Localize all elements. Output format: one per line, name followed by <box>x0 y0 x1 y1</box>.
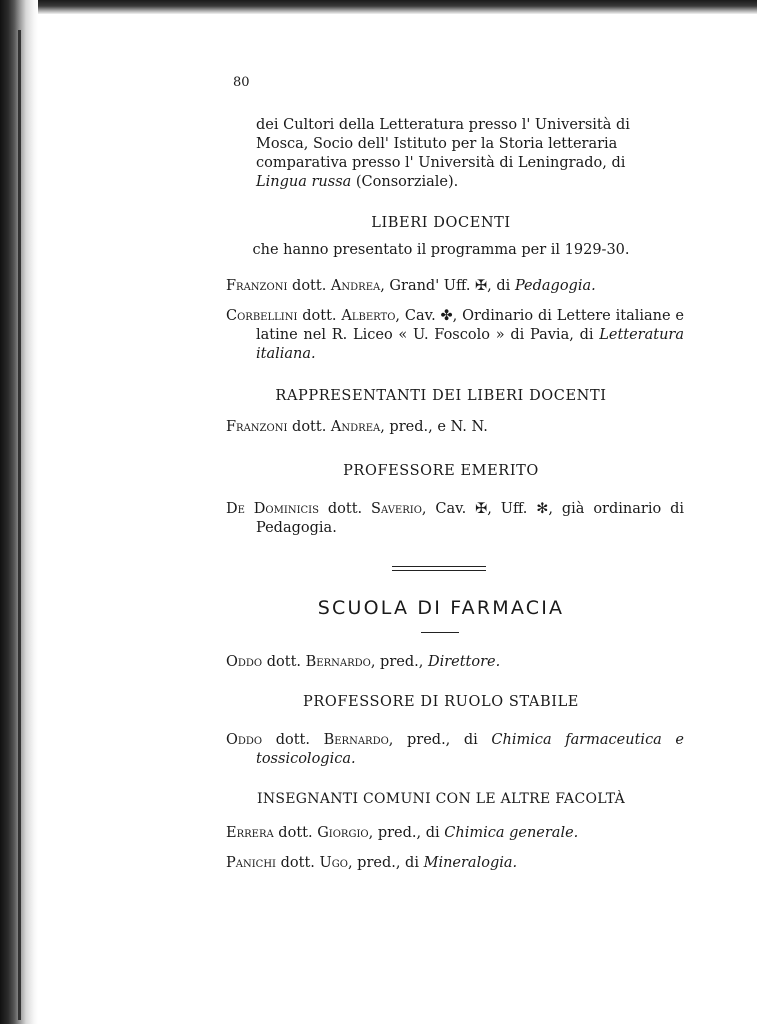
section-divider-bottom <box>392 570 486 571</box>
intro-line-4-rest: (Consorziale). <box>351 174 459 190</box>
entry-text: dott. <box>287 278 331 294</box>
entry-rest: , pred., <box>370 654 428 670</box>
entry-surname: Errera <box>226 825 274 841</box>
entry-text: dott. <box>276 855 320 871</box>
entry-rest: , pred., di <box>388 732 492 748</box>
entry-given-name: Alberto <box>341 308 396 324</box>
entry-errera <box>226 824 654 843</box>
entry-panichi <box>226 854 654 873</box>
entry-given-name: Bernardo <box>305 654 371 670</box>
entry-given-name: Ugo <box>319 855 348 871</box>
entry-role: Direttore. <box>427 654 501 670</box>
entry-given-name: Giorgio <box>317 825 369 841</box>
entry-subject: Chimica generale. <box>444 825 579 841</box>
intro-line-1: dei Cultori della Letteratura presso l' Università di <box>256 117 630 133</box>
entry-rappresentante <box>226 418 654 437</box>
entry-surname: Franzoni <box>226 419 288 435</box>
entry-text: dott. <box>297 308 342 324</box>
heading-ruolo-stabile: PROFESSORE DI RUOLO STABILE <box>302 694 579 710</box>
entry-surname: Panichi <box>226 855 277 871</box>
intro-line-2: Mosca, Socio dell' Istituto per la Storia letteraria <box>256 136 618 152</box>
scan-binding-line <box>18 30 21 1020</box>
entry-surname: Corbellini <box>226 308 298 324</box>
heading-emerito: PROFESSORE EMERITO <box>343 463 539 479</box>
heading-insegnanti-comuni: INSEGNANTI COMUNI CON LE ALTRE FACOLTÀ <box>257 791 625 807</box>
entry-subject: Mineralogia. <box>423 855 518 871</box>
entry-given-name: Saverio <box>371 501 422 517</box>
heading-liberi-docenti: LIBERI DOCENTI <box>371 215 511 231</box>
intro-paragraph <box>256 116 654 192</box>
entry-surname: Franzoni <box>226 278 288 294</box>
scan-top-edge <box>0 0 757 14</box>
entry-de-dominicis <box>226 500 684 538</box>
page-number: 80 <box>233 75 250 90</box>
intro-line-4 <box>256 173 654 192</box>
entry-subject: Letteratura italiana. <box>256 327 684 362</box>
entry-franzoni <box>226 277 684 296</box>
entry-oddo-ruolo <box>226 731 684 769</box>
entry-surname: De Dominicis <box>226 501 319 517</box>
title-underline <box>421 632 459 633</box>
entry-text: dott. <box>273 825 318 841</box>
entry-subject: Pedagogia. <box>514 278 596 294</box>
entry-text: dott. <box>262 654 306 670</box>
heading-rappresentanti: RAPPRESENTANTI DEI LIBERI DOCENTI <box>275 388 607 404</box>
entry-direttore <box>226 653 654 672</box>
intro-line-3: comparativa presso l' Università di Leningrado, di <box>256 155 626 171</box>
entry-text: dott. <box>262 732 324 748</box>
entry-rest: , Grand' Uff. ✠, di <box>380 278 515 294</box>
subheading-liberi-docenti: che hanno presentato il programma per il 1929-30. <box>252 242 630 258</box>
entry-surname: Oddo <box>226 732 263 748</box>
entry-text: dott. <box>287 419 331 435</box>
entry-subject: Chimica farmaceutica e tossicologica. <box>256 732 685 767</box>
entry-text: dott. <box>318 501 372 517</box>
entry-rest: , Cav. ✠, Uff. ✻, già ordinario di Pedagogia. <box>256 501 684 536</box>
entry-rest: , Cav. ✤, Ordinario di Lettere italiane e latine nel R. Liceo « U. Foscolo » di Pavia, di <box>256 308 684 343</box>
entry-corbellini <box>226 307 684 364</box>
entry-given-name: Andrea <box>330 419 381 435</box>
entry-given-name: Andrea <box>330 278 381 294</box>
section-title-farmacia: SCUOLA DI FARMACIA <box>317 597 565 619</box>
intro-italic-subject: Lingua russa <box>256 174 352 190</box>
entry-given-name: Bernardo <box>323 732 389 748</box>
entry-rest: , pred., di <box>347 855 424 871</box>
entry-rest: , pred., e N. N. <box>380 419 488 435</box>
entry-rest: , pred., di <box>368 825 445 841</box>
entry-surname: Oddo <box>226 654 263 670</box>
section-divider-top <box>392 566 486 567</box>
